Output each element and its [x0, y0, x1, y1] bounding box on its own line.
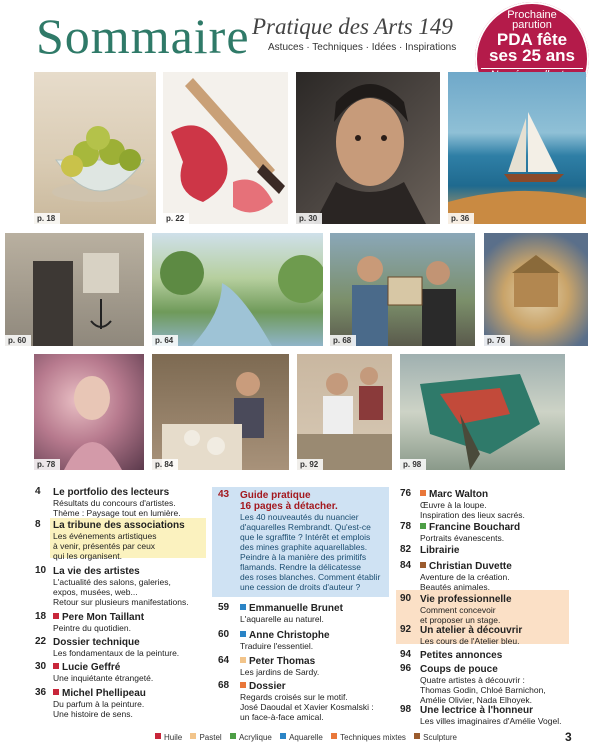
entry-line: Inspiration des lieux sacrés. — [420, 510, 525, 520]
entry-title: Dossier technique — [53, 637, 140, 648]
photo-two-painters[interactable] — [330, 233, 475, 346]
entry-page: 94 — [400, 649, 412, 660]
river-illustration — [152, 233, 323, 346]
door-illustration — [5, 233, 144, 346]
entry-line: Beautés animales. — [420, 582, 490, 592]
technique-marker — [53, 663, 59, 669]
tagline: Astuces · Techniques · Idées · Inspirations — [268, 42, 457, 53]
page-label: p. 60 — [5, 335, 31, 346]
page-label: p. 64 — [152, 335, 178, 346]
town-illustration — [484, 233, 588, 346]
entry-title: La vie des artistes — [53, 566, 140, 577]
photo-portrait[interactable] — [296, 72, 440, 224]
entry-title: Coups de pouce — [420, 664, 498, 675]
entry-line: Retour sur plusieurs manifestations. — [53, 597, 189, 607]
entry-page: 30 — [35, 661, 47, 672]
entry-line: qui les organisent. — [53, 551, 122, 561]
entry-line: Les villes imaginaires d'Amélie Vogel. — [420, 716, 562, 726]
page-label: p. 68 — [330, 335, 356, 346]
entry-line: Amélie Olivier, Nada Elhoyek. — [420, 695, 532, 705]
page-label: p. 36 — [448, 213, 474, 224]
legend-swatch — [414, 733, 420, 739]
photo-red-watercolor[interactable] — [163, 72, 288, 224]
legend-swatch — [280, 733, 286, 739]
entry-line: une cession de droits d'auteur ? — [240, 582, 361, 592]
entry-line: Une histoire de sens. — [53, 709, 133, 719]
technique-marker — [240, 631, 246, 637]
entry-line: L'aquarelle au naturel. — [240, 614, 324, 624]
legend-label: Huile — [164, 733, 183, 742]
badge-headline: PDA fête — [496, 30, 568, 49]
technique-marker — [240, 657, 246, 663]
entry-line: des mines graphite aquarellables. — [240, 542, 368, 552]
legend-swatch — [190, 733, 196, 739]
entry-line: L'actualité des salons, galeries, — [53, 577, 171, 587]
entry-line: et proposer un stage. — [420, 615, 501, 625]
technique-marker — [420, 562, 426, 568]
entry-page: 98 — [400, 704, 412, 715]
entry-page: 60 — [218, 629, 230, 640]
legend-swatch — [230, 733, 236, 739]
entry-line: Peindre à la manière des primitifs — [240, 552, 367, 562]
entry-page: 64 — [218, 655, 230, 666]
entry-page: 82 — [400, 544, 412, 555]
entry-page: 4 — [35, 486, 41, 497]
entry-title: Vie professionnelle — [420, 594, 512, 605]
brush-illustration — [163, 72, 288, 224]
entry-title: Francine Bouchard — [429, 522, 521, 533]
entry-title: Lucie Geffré — [62, 662, 121, 673]
entry-line: des roses blanches. Comment établir — [240, 572, 381, 582]
page-number: 3 — [565, 730, 572, 744]
entry-title: Anne Christophe — [249, 630, 330, 641]
entry-line: Traduire l'essentiel. — [240, 641, 314, 651]
technique-marker — [240, 682, 246, 688]
badge-line: parution — [512, 19, 552, 31]
workshop-illustration — [297, 354, 392, 470]
legend-label: Acrylique — [238, 733, 272, 742]
entry-title: Michel Phellipeau — [62, 688, 146, 699]
entry-line: Les fondamentaux de la peinture. — [53, 648, 180, 658]
technique-marker — [420, 490, 426, 496]
entry-page: 18 — [35, 611, 47, 622]
entry-line: expos, musées, web... — [53, 587, 138, 597]
painters-illustration — [330, 233, 475, 346]
entry-page: 59 — [218, 602, 230, 613]
entry-line: Thème : Paysage tout en lumière. — [53, 508, 181, 518]
entry-line: Thomas Godin, Chloé Barnichon, — [420, 685, 546, 695]
photo-apples[interactable] — [34, 72, 156, 224]
entry-page: 90 — [400, 593, 412, 604]
legend-label: Pastel — [199, 733, 222, 742]
legend-swatch — [155, 733, 161, 739]
entry-page: 43 — [218, 489, 230, 500]
entry-title: La tribune des associations — [53, 520, 185, 531]
photo-abstract-town[interactable] — [484, 233, 588, 346]
technique-marker — [420, 523, 426, 529]
guide-subtitle: 16 pages à détacher. — [240, 501, 338, 512]
page-label: p. 84 — [152, 459, 178, 470]
technique-legend — [155, 733, 463, 742]
entry-page: 84 — [400, 560, 412, 571]
entry-page: 8 — [35, 519, 41, 530]
entry-line: Regards croisés sur le motif. — [240, 692, 348, 702]
entry-page: 78 — [400, 521, 412, 532]
photo-sculptor[interactable] — [152, 354, 289, 470]
entry-page: 96 — [400, 663, 412, 674]
photo-seascape[interactable] — [448, 72, 586, 224]
entry-line: José Daoudal et Xavier Kosmalski : — [240, 702, 374, 712]
entry-line: Les cours de l'Atelier bleu. — [420, 636, 520, 646]
entry-line: d'aquarelles Rembrandt. Qu'est-ce — [240, 522, 371, 532]
entry-title: Un atelier à découvrir — [420, 625, 523, 636]
badge-line: Prochaine — [507, 9, 557, 21]
entry-line: Comment concevoir — [420, 605, 496, 615]
page-label: p. 92 — [297, 459, 323, 470]
technique-marker — [53, 613, 59, 619]
photo-workshop[interactable] — [297, 354, 392, 470]
page-label: p. 30 — [296, 213, 322, 224]
entry-line: Portraits évanescents. — [420, 533, 505, 543]
entry-line: que le sgraffite ? Intérêt et emplois — [240, 532, 371, 542]
entry-page: 92 — [400, 624, 412, 635]
technique-marker — [53, 689, 59, 695]
entry-line: Du parfum à la peinture. — [53, 699, 145, 709]
legend-label: Aquarelle — [289, 733, 323, 742]
entry-line: Les 40 nouveautés du nuancier — [240, 512, 359, 522]
photo-imaginary-city[interactable] — [400, 354, 565, 470]
entry-title: Dossier — [249, 681, 286, 692]
entry-line: Une inquiétante étrangeté. — [53, 673, 154, 683]
photo-old-door[interactable] — [5, 233, 144, 346]
entry-title: Peter Thomas — [249, 656, 316, 667]
legend-swatch — [331, 733, 337, 739]
entry-line: Peintre du quotidien. — [53, 623, 131, 633]
page-label: p. 78 — [34, 459, 60, 470]
page-label: p. 22 — [163, 213, 189, 224]
photo-pastel-figure[interactable] — [34, 354, 144, 470]
photo-river[interactable] — [152, 233, 323, 346]
technique-marker — [240, 604, 246, 610]
entry-title: Pere Mon Taillant — [62, 612, 145, 623]
figure-illustration — [34, 354, 144, 470]
entry-page: 68 — [218, 680, 230, 691]
badge-headline: ses 25 ans — [488, 46, 575, 65]
entry-line: Les jardins de Sardy. — [240, 667, 320, 677]
entry-page: 76 — [400, 488, 412, 499]
entry-line: flamands. Rendre la délicatesse — [240, 562, 361, 572]
entry-page: 36 — [35, 687, 47, 698]
entry-line: Les événements artistiques — [53, 531, 157, 541]
legend-label: Techniques mixtes — [340, 733, 406, 742]
entry-line: Aventure de la création. — [420, 572, 510, 582]
entry-title: Marc Walton — [429, 489, 489, 500]
page-label: p. 98 — [400, 459, 426, 470]
entry-title: Emmanuelle Brunet — [249, 603, 343, 614]
entry-title: Christian Duvette — [429, 561, 512, 572]
entry-title: Librairie — [420, 545, 460, 556]
guide-title: Guide pratique — [240, 490, 311, 501]
entry-line: Résultats du concours d'artistes. — [53, 498, 176, 508]
sculptor-illustration — [152, 354, 289, 470]
entry-line: Œuvre à la loupe. — [420, 500, 487, 510]
entry-line: à venir, présentés par ceux — [53, 541, 156, 551]
entry-title: Le portfolio des lecteurs — [53, 487, 170, 498]
entry-title: Une lectrice à l'honneur — [420, 705, 533, 716]
city-illustration — [400, 354, 565, 470]
apples-illustration — [34, 72, 156, 224]
magazine-issue: Pratique des Arts 149 — [252, 14, 453, 39]
page-label: p. 76 — [484, 335, 510, 346]
seascape-illustration — [448, 72, 586, 224]
entry-line: un face-à-face amical. — [240, 712, 324, 722]
entry-page: 22 — [35, 636, 47, 647]
entry-line: Quatre artistes à découvrir : — [420, 675, 525, 685]
portrait-illustration — [296, 72, 440, 224]
legend-label: Sculpture — [423, 733, 457, 742]
page-label: p. 18 — [34, 213, 60, 224]
entry-title: Petites annonces — [420, 650, 503, 661]
entry-page: 10 — [35, 565, 47, 576]
page-title: Sommaire — [36, 8, 250, 64]
